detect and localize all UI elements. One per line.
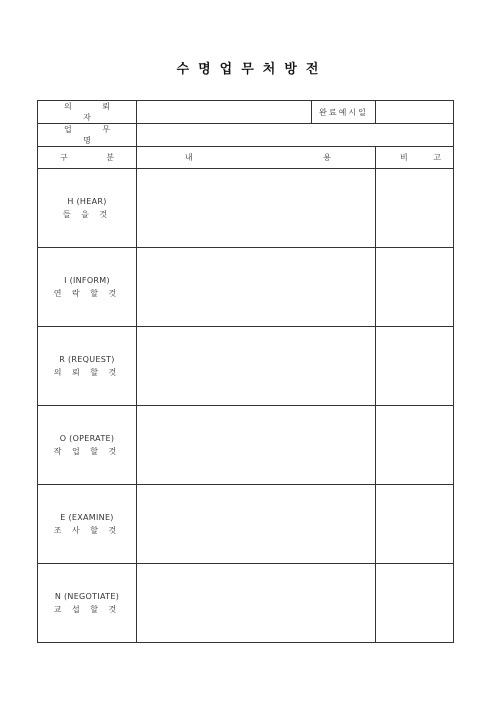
category-english: R (REQUEST) <box>59 355 115 364</box>
due-date-value-cell[interactable] <box>376 101 454 124</box>
task-name-value-cell[interactable] <box>137 124 454 147</box>
due-date-label: 완료예시일 <box>312 101 376 124</box>
remark-cell[interactable] <box>376 327 454 406</box>
remark-cell[interactable] <box>376 564 454 643</box>
category-row <box>38 406 454 485</box>
category-cell <box>38 485 137 564</box>
content-cell[interactable] <box>137 327 376 406</box>
category-cell <box>38 406 137 485</box>
category-korean: 연 락 할 것 <box>53 289 121 298</box>
category-korean: 교 섭 할 것 <box>53 605 121 614</box>
content-cell[interactable] <box>137 485 376 564</box>
remark-column-header <box>376 147 454 169</box>
category-row <box>38 485 454 564</box>
category-english: O (OPERATE) <box>59 434 115 443</box>
requester-value-cell[interactable] <box>137 101 312 124</box>
remark-cell[interactable] <box>376 169 454 248</box>
category-english: I (INFORM) <box>64 276 110 285</box>
remark-header-right: 고 <box>433 153 441 162</box>
category-cell <box>38 169 137 248</box>
content-cell[interactable] <box>137 248 376 327</box>
content-cell[interactable] <box>137 406 376 485</box>
content-header-left: 내 <box>185 153 193 162</box>
remark-header-left: 비 <box>400 153 408 162</box>
category-row <box>38 169 454 248</box>
category-korean: 작 업 할 것 <box>53 447 121 456</box>
category-row <box>38 327 454 406</box>
remark-cell[interactable] <box>376 248 454 327</box>
order-form-table <box>37 100 454 643</box>
category-korean: 들 을 것 <box>62 210 112 219</box>
content-header-right: 용 <box>323 153 331 162</box>
form-title: 수명업무처방전 <box>176 62 328 77</box>
task-name-row <box>38 124 454 147</box>
remark-cell[interactable] <box>376 485 454 564</box>
category-cell <box>38 248 137 327</box>
category-cell <box>38 564 137 643</box>
category-english: N (NEGOTIATE) <box>54 592 120 601</box>
category-header-left: 구 <box>60 153 68 162</box>
content-column-header <box>137 147 376 169</box>
category-cell <box>38 327 137 406</box>
category-english: H (HEAR) <box>67 197 107 206</box>
requester-row <box>38 101 454 124</box>
category-english: E (EXAMINE) <box>60 513 114 522</box>
content-cell[interactable] <box>137 169 376 248</box>
content-cell[interactable] <box>137 564 376 643</box>
category-row <box>38 564 454 643</box>
category-row <box>38 248 454 327</box>
task-name-label: 업 무 명 <box>38 124 137 147</box>
category-column-header <box>38 147 137 169</box>
category-korean: 조 사 할 것 <box>53 526 121 535</box>
remark-cell[interactable] <box>376 406 454 485</box>
column-header-row <box>38 147 454 169</box>
requester-label: 의 뢰 자 <box>38 101 137 124</box>
category-header-right: 분 <box>106 153 114 162</box>
category-korean: 의 뢰 할 것 <box>53 368 121 377</box>
